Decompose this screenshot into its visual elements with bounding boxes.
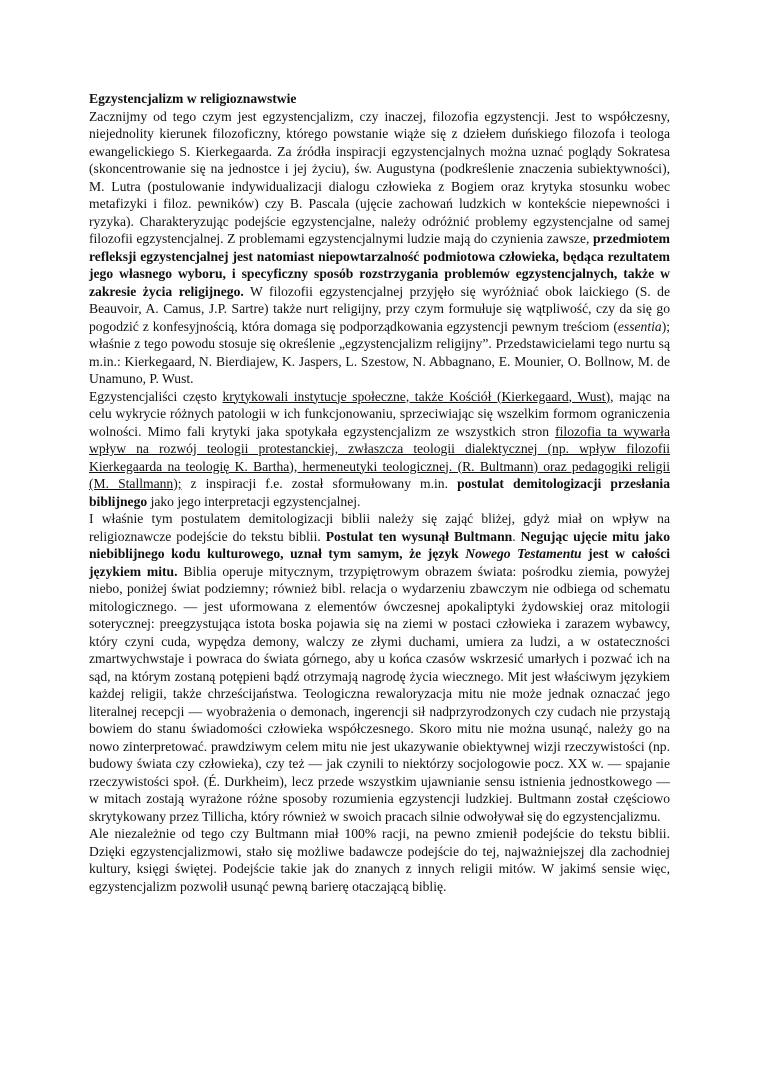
bold-italic-text: Nowego Testamentu: [465, 546, 582, 561]
bold-text: jest w całości językiem mitu.: [89, 546, 670, 579]
text-run: Zacznijmy od tego czym jest egzystencjalizm, czy inaczej, filozofia egzystencji. Jest to współczesny, niejednolity kierunek filozoficzny, którego powstanie wiąże się z dziełem duńskiego filozofa i teologa ewangelickiego S. Kierkegaarda. Za źródła inspiracji egzystencjalnych można uznać poglądy Sokratesa (skoncentrowanie się na jednostce i jej życiu), św. Augustyna (podkreślenie znaczenia subiektywności), M. Lutra (postulowanie indywidualizacji dialogu człowieka z Bogiem oraz krytyka stosunku wobec metafizyki i filoz. pewników) czy B. Pascala (ujęcie zachowań ludzkich w kontekście niepewności i ryzyka). Charakteryzując podejście egzystencjalne, należy odróżnić problemy egzystencjalne od samej filozofii egzystencjalnej. Z problemami egzystencjalnymi ludzie mają do czynienia zawsze,: [89, 108, 670, 246]
underlined-text: krytykowali instytucje społeczne, także Kościół (Kierkegaard, Wust),: [222, 388, 614, 404]
text-run: z inspiracji f.e. został sformułowany m.in.: [181, 476, 458, 491]
text-run: jako jego interpretacji egzystencjalnej.: [147, 493, 361, 509]
bold-text: przedmiotem refleksji egzystencjalnej jest natomiast niepowtarzalność podmiotowa człowieka, będąca rezultatem jego własnego wyboru, i specyficzny sposób rozstrzygania problemów egzystencjalnych, także w zakresie życia religijnego.: [89, 231, 670, 299]
bold-text: Postulat ten wysunął Bultmann: [325, 528, 513, 544]
italic-text: essentia: [617, 318, 662, 334]
document-body: [89, 90, 670, 895]
paragraph-demythologization: [89, 510, 670, 825]
bold-text: Negując ujęcie mitu jako niebiblijnego kodu kulturowego, uznał tym samym, że język: [89, 528, 671, 561]
text-run: Egzystencjaliści często: [89, 388, 223, 404]
text-run: W filozofii egzystencjalnej przyjęło się wyróżniać obok laickiego (S. de Beauvoir, A. Camus, J.P. Sartre) także nurt religijny, przy czym formułuje się wątpliwość, czy da się go pogodzić z konfesyjnością, która domaga się podporządkowania egzystencji pewnym treściom (: [89, 283, 670, 334]
text-run: mając na celu wykrycie różnych patologii w ich funkcjonowaniu, sprzeciwiając się wszelkim formom ograniczenia wolności. Mimo fali krytyki jaka spotykała egzystencjalizm ze wszystkich stron: [89, 388, 670, 439]
underlined-text: filozofia ta wywarła wpływ na rozwój teologii protestanckiej, zwłaszcza teologii dialektycznej (np. wpływ filozofii Kierkegaarda na teologię K. Bartha), hermeneutyki teologicznej. (R. Bultmann) oraz pedagogiki religii (M. Stallmann);: [89, 423, 670, 491]
text-run: Ale niezależnie od tego czy Bultmann miał 100% racji, na pewno zmienił podejście do tekstu biblii. Dzięki egzystencjalizmowi, stało się możliwe badawcze podejście do tej, najważniejszej dla zachodniej kultury, księgi świętej. Podejście takie jak do znanych z innych religii mitów. W jakimś sensie więc, egzystencjalizm pozwolił usunąć pewną barierę otaczającą biblię.: [89, 826, 670, 894]
paragraph-intro: [89, 108, 670, 388]
paragraph-criticism: [89, 388, 670, 511]
text-run: Biblia operuje mitycznym, trzypiętrowym obrazem świata: pośrodku ziemia, powyżej niebo, poniżej świat podziemny; również bibl. relacja o wydarzeniu zbawczym nie odbiega od schematu mitologicznego. — jest uformowana z elementów ówczesnej apokaliptyki żydowskiej oraz mitologii soterycznej: preegzystująca istota boska pojawia się na ziemi w postaci człowieka i zarazem wybawcy, który czyni cuda, wypędza demony, walczy ze złymi duchami, umiera za ludzi, a w ostateczności zmartwychwstaje i powraca do świata górnego, aby u końca czasów wskrzesić umarłych i pozwać ich na sąd, na którym zostaną potępieni bądź otrzymają nagrodę życia wiecznego. Mit jest właściwym językiem każdej religii, także chrześcijaństwa. Teologiczna rewaloryzacja mitu nie może jednak oznaczać jego literalnej recepcji — wyobrażenia o demonach, ingerencji sił nadprzyrodzonych czy cudach nie przystają bowiem do stanu świadomości człowieka współczesnego. Skoro mitu nie można usunąć, należy go na nowo zinterpretować. prawdziwym celem mitu nie jest ukazywanie obiektywnej wizji rzeczywistości (np. budowy świata czy człowieka), czy też — jak czynili to niektórzy socjologowie pocz. XX w. — spajanie rzeczywistości społ. (É. Durkheim), lecz przede wszystkim ujawnianie sensu istnienia jednostkowego — w mitach zostają wyrażone różne sposoby rozumienia egzystencji ludzkiej. Bultmann został częściowo skrytykowany przez Tillicha, który również w swoich pracach silnie odwoływał się do egzystencjalizmu.: [89, 563, 670, 824]
text-run: .: [512, 528, 521, 544]
paragraph-conclusion: [89, 825, 670, 895]
bold-text: postulat demitologizacji przesłania biblijnego: [89, 476, 671, 509]
text-run: ); właśnie z tego powodu stosuje się określenie „egzystencjalizm religijny”. Przedstawicielami tego nurtu są m.in.: Kierkegaard, N. Bierdiajew, K. Jaspers, L. Szestow, N. Abbagnano, E. Mounier, O. Bollnow, M. de Unamuno, P. Wust.: [89, 318, 670, 386]
document-title: Egzystencjalizm w religioznawstwie: [89, 91, 297, 106]
text-run: I właśnie tym postulatem demitologizacji biblii należy się zająć bliżej, gdyż miał on wpływ na religioznawcze podejście do tekstu biblii.: [89, 511, 670, 544]
